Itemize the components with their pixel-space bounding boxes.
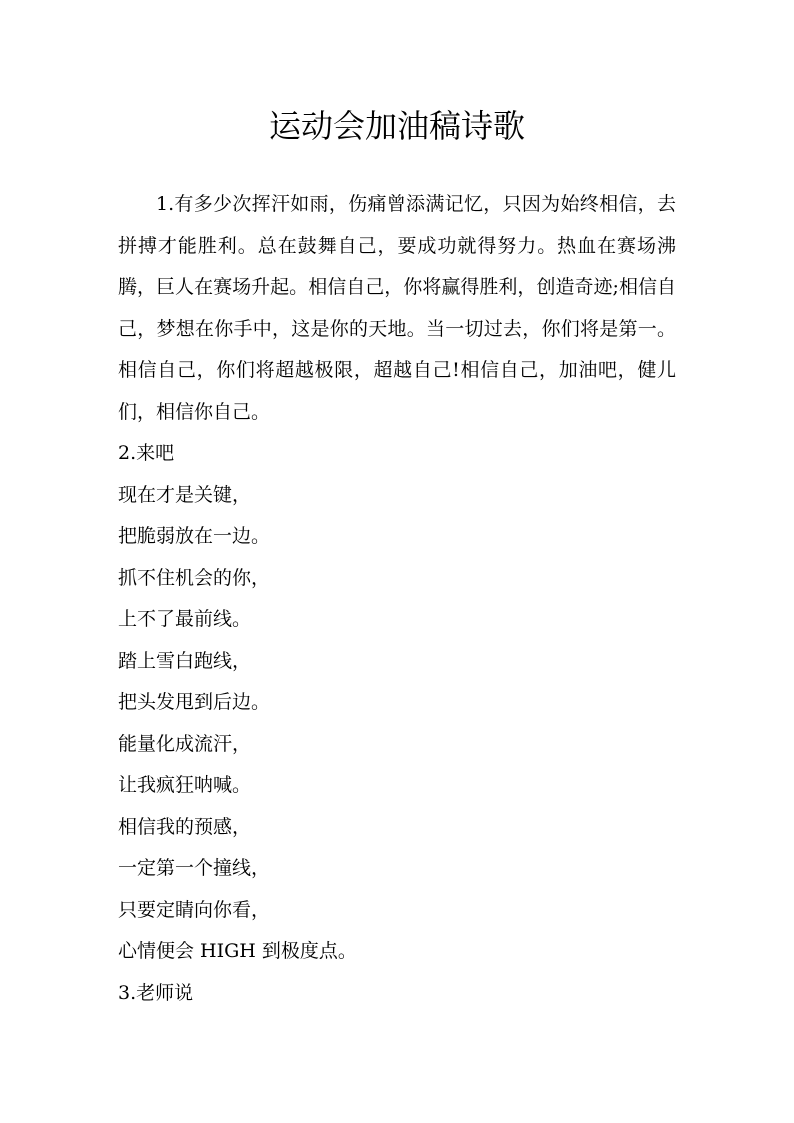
poem-line-6: 把头发甩到后边。 [118, 691, 271, 713]
poem-line-2: 把脆弱放在一边。 [118, 525, 271, 547]
poem-line-3: 抓不住机会的你， [118, 566, 271, 589]
poem-line-10: 一定第一个撞线， [118, 857, 271, 879]
section-3-heading: 3.老师说 [118, 981, 194, 1004]
section-2-heading: 2.来吧 [118, 442, 175, 464]
poem-line-12: 心情便会 HIGH 到极度点。 [118, 940, 357, 962]
poem-line-9: 相信我的预感， [118, 815, 252, 838]
paragraph-1: 1.有多少次挥汗如雨，伤痛曾添满记忆，只因为始终相信，去拼搏才能胜利。总在鼓舞自己，要成功就得努力。热血在赛场沸腾，巨人在赛场升起。相信自己，你将赢得胜利，创造奇迹;相信自己，梦想在你手中，这是你的天地。当一切过去，你们将是第一。相信自己，你们将超越极限，超越自己!相信自己，加油吧，健儿们，相信你自己。 [118, 193, 676, 423]
poem-line-8: 让我疯狂呐喊。 [118, 774, 252, 796]
poem-line-4: 上不了最前线。 [118, 608, 252, 630]
poem-line-11: 只要定睛向你看， [118, 898, 271, 921]
poem-line-7: 能量化成流汗， [118, 732, 252, 755]
document-title: 运动会加油稿诗歌 [268, 107, 525, 145]
document-body [118, 184, 676, 1014]
poem-line-5: 踏上雪白跑线， [118, 649, 252, 672]
poem-line-1: 现在才是关键， [118, 483, 252, 506]
